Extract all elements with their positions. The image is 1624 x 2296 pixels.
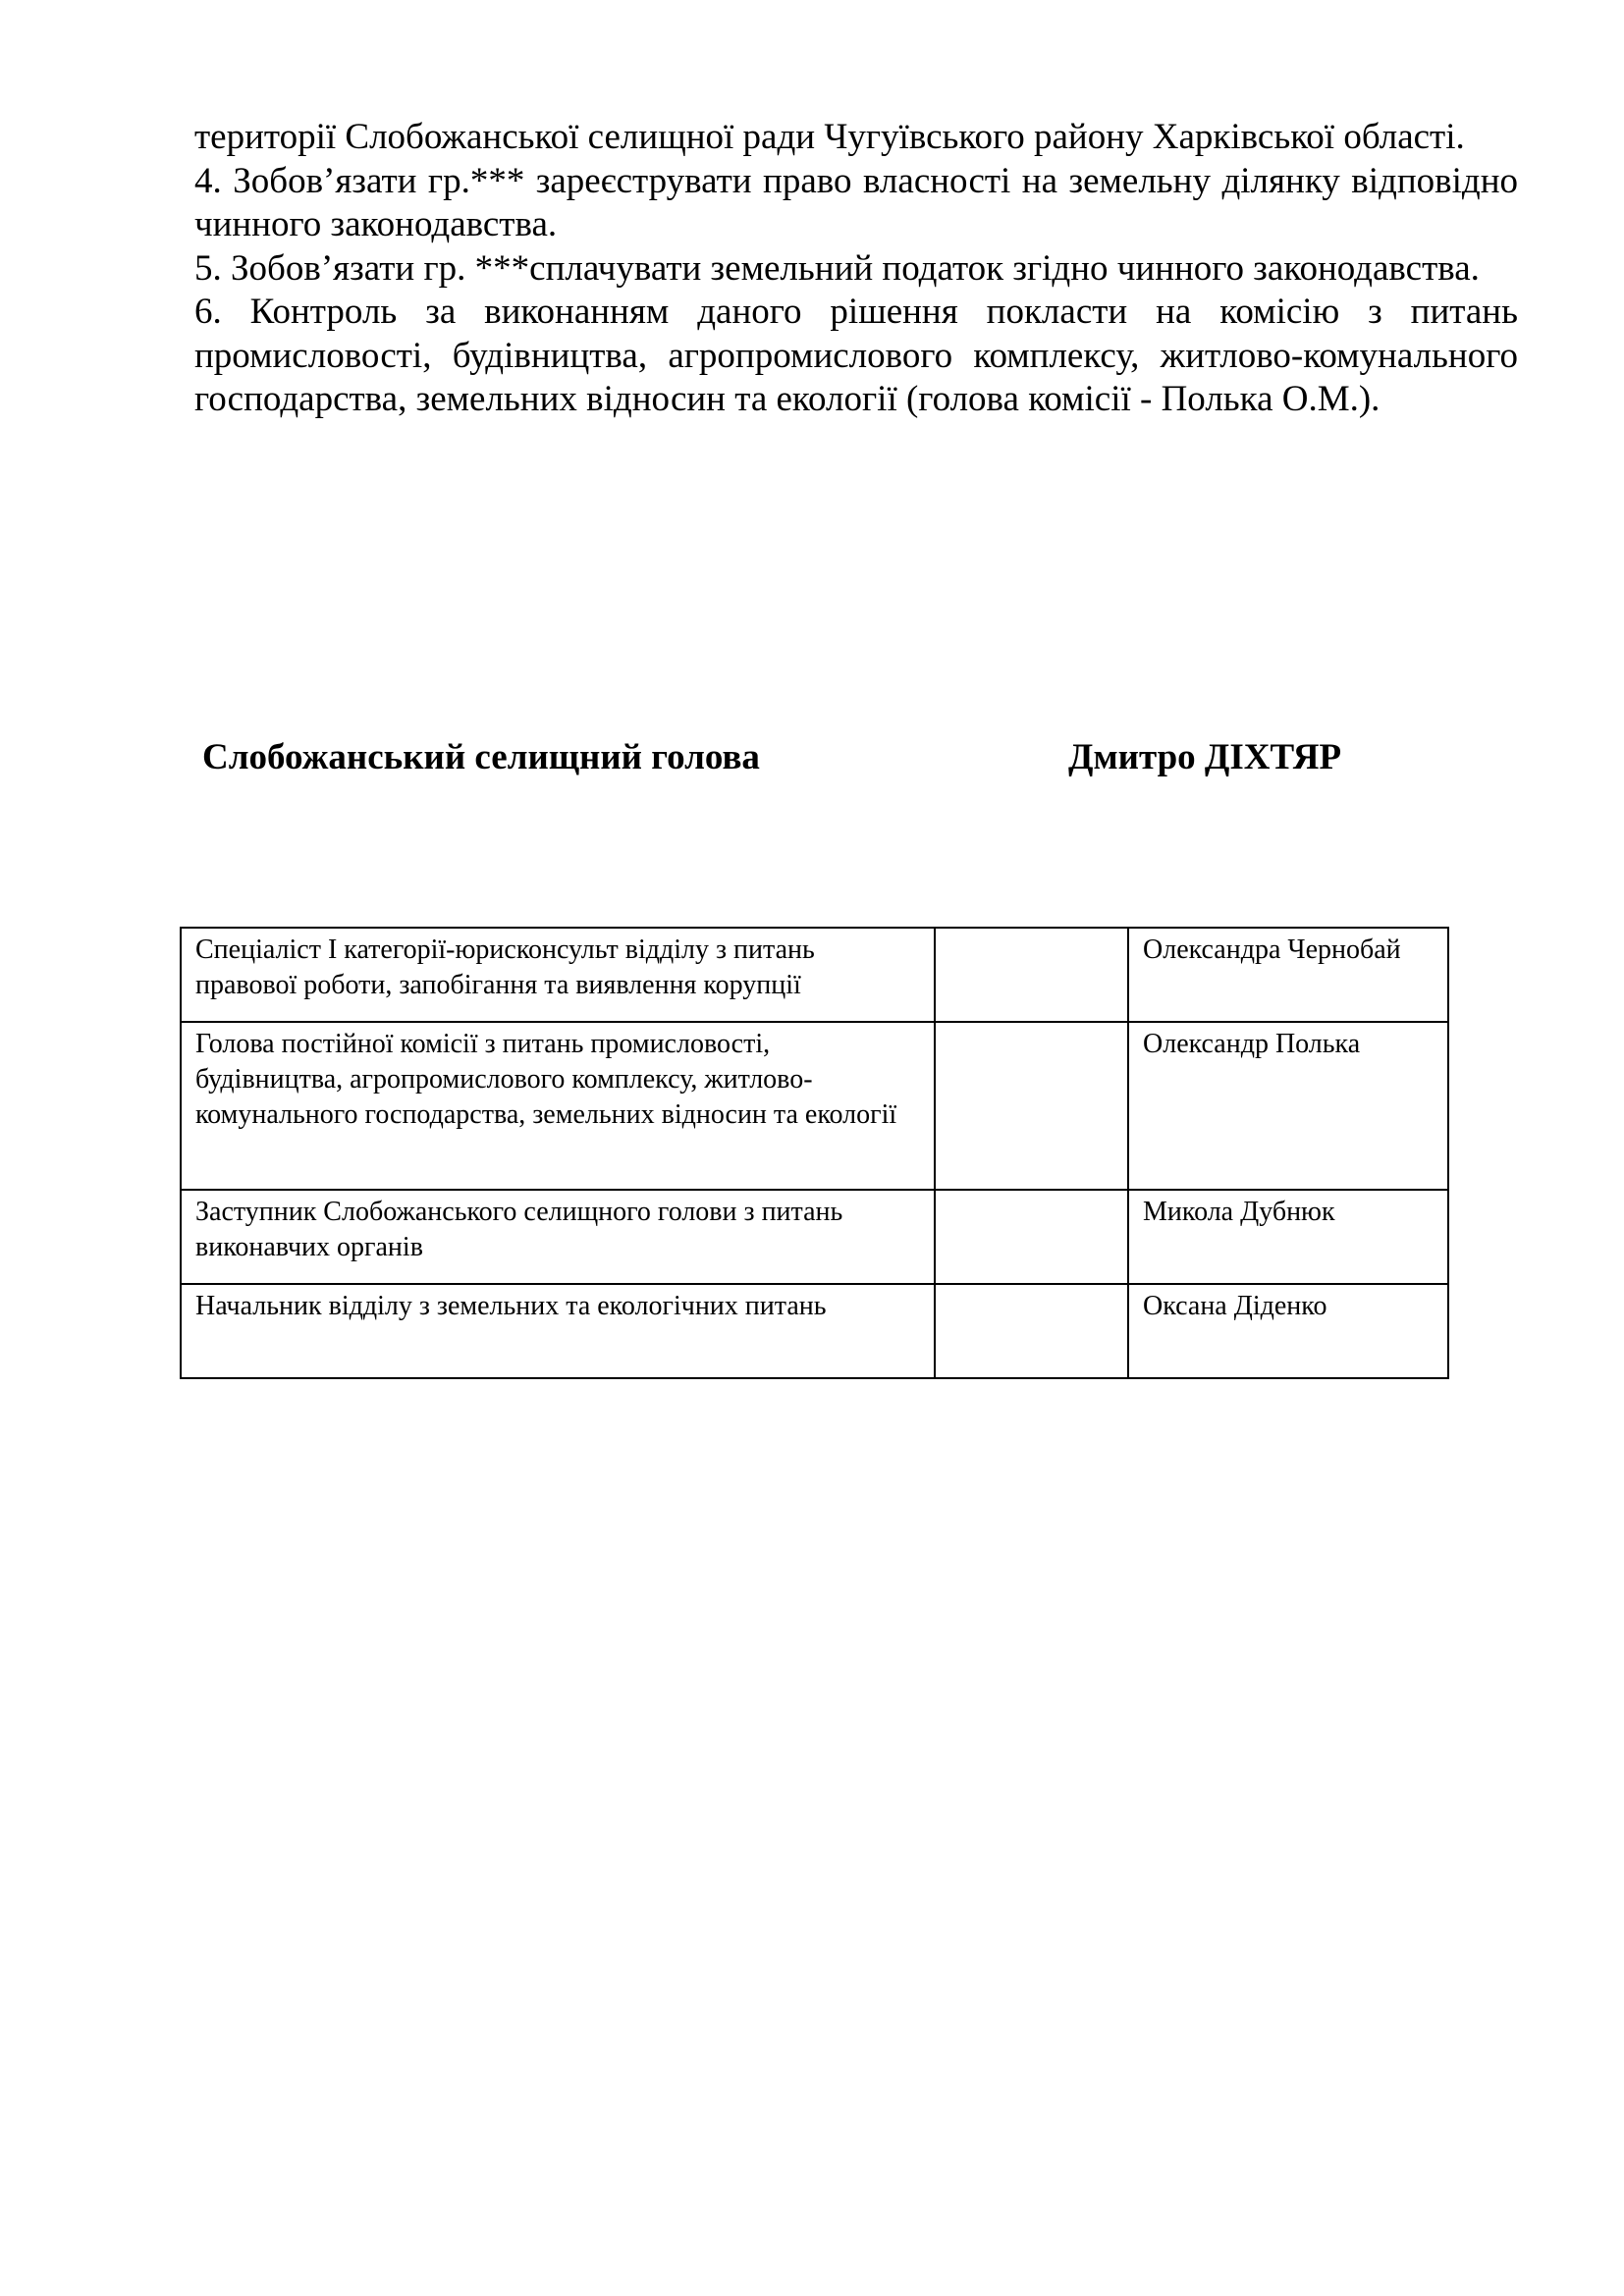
approval-row xyxy=(181,1284,1448,1378)
paragraph-item-6: 6. Контроль за виконанням даного рішення покласти на комісію з питань промисловості, будівництва, агропромислового комплексу, житлово-комунального господарства, земельних відносин та екології (голова комісії - Полька О.М.). xyxy=(194,292,1518,419)
approval-row xyxy=(181,1022,1448,1190)
paragraph-item-4: 4. Зобов’язати гр.*** зареєструвати право власності на земельну ділянку відповідно чинного законодавства. xyxy=(194,160,1518,244)
decision-text xyxy=(194,116,1518,422)
approval-position: Голова постійної комісії з питань промисловості, будівництва, агропромислового комплексу, житлово-комунального господарства, земельних відносин та екології xyxy=(181,1022,935,1190)
approval-name: Олександр Полька xyxy=(1128,1022,1448,1190)
approval-table xyxy=(180,927,1449,1379)
approval-signature-cell xyxy=(935,1284,1128,1378)
approval-row xyxy=(181,1190,1448,1284)
approval-position: Заступник Слобожанського селищного голови з питань виконавчих органів xyxy=(181,1190,935,1284)
paragraph-item-5: 5. Зобов’язати гр. ***сплачувати земельний податок згідно чинного законодавства. xyxy=(194,247,1480,289)
approval-signature-cell xyxy=(935,1190,1128,1284)
approval-name: Олександра Чернобай xyxy=(1128,928,1448,1022)
paragraph-territory: території Слобожанської селищної ради Чугуївського району Харківської області. xyxy=(194,117,1465,157)
signature-title: Слобожанський селищний голова xyxy=(202,737,760,777)
approval-position: Спеціаліст І категорії-юрисконсульт відділу з питань правової роботи, запобігання та виявлення корупції xyxy=(181,928,935,1022)
signature-name: Дмитро ДІХТЯР xyxy=(1068,737,1342,777)
approval-signature-cell xyxy=(935,928,1128,1022)
approval-name: Оксана Діденко xyxy=(1128,1284,1448,1378)
approval-position: Начальник відділу з земельних та екологічних питань xyxy=(181,1284,935,1378)
approval-signature-cell xyxy=(935,1022,1128,1190)
approval-name: Микола Дубнюк xyxy=(1128,1190,1448,1284)
approval-row xyxy=(181,928,1448,1022)
